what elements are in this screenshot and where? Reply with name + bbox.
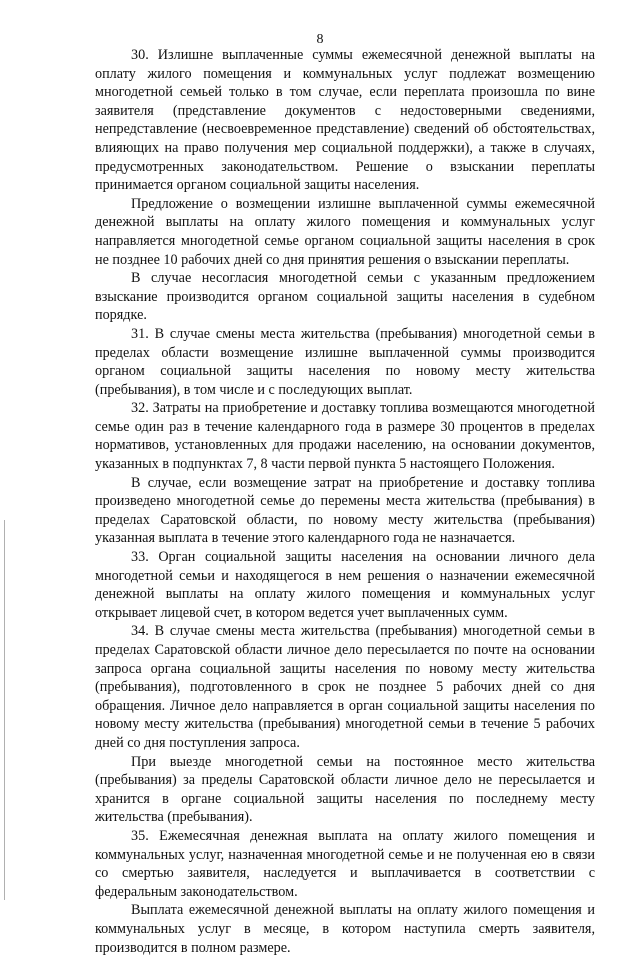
paragraph-35-payment: Выплата ежемесячной денежной выплаты на оплату жилого помещения и коммунальных услуг в месяце, в котором наступила смерть заявителя, производится в полном размере.: [95, 902, 595, 956]
paragraph-33: 33. Орган социальной защиты населения на основании личного дела многодетной семьи и находящегося в нем решения о назначении ежемесячной денежной выплаты на оплату жилого помещения и коммунальных услуг открывает лицевой счет, в котором ведется учет выплаченных сумм.: [95, 549, 595, 621]
paragraph-30-disagreement: В случае несогласия многодетной семьи с указанным предложением взыскание производится органом социальной защиты населения в судебном порядке.: [95, 270, 595, 324]
paragraph-32-relocation: В случае, если возмещение затрат на приобретение и доставку топлива произведено многодетной семье до перемены места жительства (пребывания) в пределах Саратовской области, по новому месту жительства (пребывания) указанная выплата в течение этого календарного года не назначается.: [95, 474, 595, 547]
paragraph-30: 30. Излишне выплаченные суммы ежемесячной денежной выплаты на оплату жилого помещения и коммунальных услуг подлежат возмещению многодетной семьей только в том случае, если переплата произошла по вине заявителя (представление документов с недостоверными сведениями, непредставление (несвоевременное представление) сведений об обстоятельствах, влияющих на право получения мер социальной поддержки), а также в случаях, предусмотренных законодательством. Решение о взыскании переплаты принимается органом социальной защиты населения.: [95, 47, 595, 194]
scan-edge-line: [4, 520, 5, 900]
paragraph-32: 32. Затраты на приобретение и доставку топлива возмещаются многодетной семье один раз в течение календарного года в размере 30 процентов в пределах нормативов, установленных для продажи населению, на основании документов, указанных в подпунктах 7, 8 части первой пункта 5 настоящего Положения.: [95, 400, 595, 473]
paragraph-34-departure: При выезде многодетной семьи на постоянное место жительства (пребывания) за пределы Саратовской области личное дело не пересылается и хранится в органе социальной защиты населения по последнему месту жительства (пребывания).: [95, 753, 595, 826]
paragraph-35: 35. Ежемесячная денежная выплата на оплату жилого помещения и коммунальных услуг, назначенная многодетной семье и не полученная ею в связи со смертью заявителя, наследуется и выплачивается в соответствии с федеральным законодательством.: [95, 827, 595, 900]
paragraph-31: 31. В случае смены места жительства (пребывания) многодетной семьи в пределах области возмещение излишне выплаченной суммы производится органом социальной защиты населения по новому месту жительства (пребывания), в том числе и с последующих выплат.: [95, 325, 595, 398]
page-number: 8: [316, 32, 324, 47]
document-body: [95, 46, 595, 957]
paragraph-34: 34. В случае смены места жительства (пребывания) многодетной семьи в пределах Саратовской области личное дело пересылается по почте на основании запроса органа социальной защиты населения по новому месту жительства (пребывания), подготовленного в срок не позднее 5 рабочих дней со дня обращения. Личное дело направляется в орган социальной защиты населения по новому месту жительства (пребывания) многодетной семьи в течение 5 рабочих дней со дня поступления запроса.: [95, 623, 595, 751]
paragraph-30-offer: Предложение о возмещении излишне выплаченной суммы ежемесячной денежной выплаты на оплату жилого помещения и коммунальных услуг направляется многодетной семье органом социальной защиты населения в срок не позднее 10 рабочих дней со дня принятия решения о взыскании переплаты.: [95, 195, 595, 268]
